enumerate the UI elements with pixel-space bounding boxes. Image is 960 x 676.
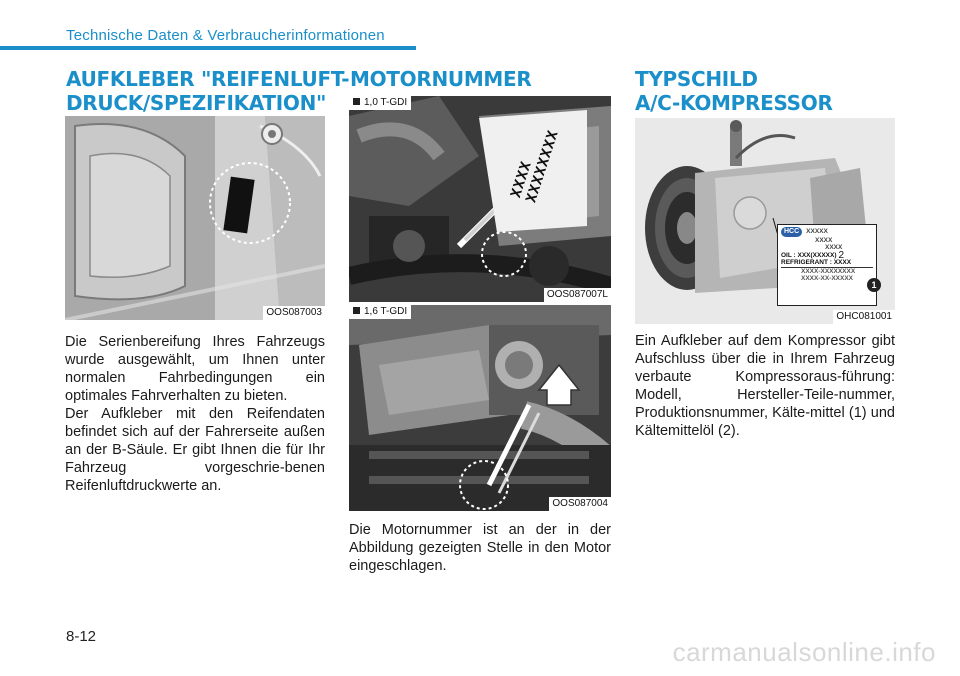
engine-1-6-photo	[349, 305, 611, 511]
engine-variant-label: 1,6 T-GDI	[364, 306, 408, 317]
watermark: carmanualsonline.info	[672, 637, 936, 667]
label-oil: OIL : XXX(XXXXX)	[781, 251, 837, 259]
engine-1-0-illustration	[349, 96, 611, 302]
label-code-1: XXXX-XXXXXXXX	[801, 267, 856, 275]
marker-2: 2	[838, 249, 845, 261]
engine-variant-tag	[349, 96, 411, 110]
page-number: 8-12	[66, 628, 97, 645]
engine-number-stamp: XXXX XXXXXXXX	[508, 127, 562, 205]
label-line-1: XXXXX	[806, 228, 828, 235]
label-line-3: XXXX	[825, 244, 843, 251]
engine-paragraph: Die Motornummer ist an der in der Abbildung gezeigten Stelle in den Motor eingeschlagen.	[349, 522, 611, 574]
engine-variant-label: 1,0 T-GDI	[364, 97, 408, 108]
label-refrigerant: REFRIGERANT : XXXX	[781, 259, 873, 268]
image-caption: OHC081001	[833, 310, 895, 324]
heading-line-2: A/C-KOMPRESSOR	[635, 91, 833, 115]
compressor-label	[777, 224, 877, 306]
b-pillar-photo	[65, 116, 325, 320]
label-line-2: XXXX	[815, 236, 833, 244]
compressor-paragraph: Ein Aufkleber auf dem Kompressor gibt Aufschluss über die in Ihrem Fahrzeug verbaute Kompressoraus-führung: Modell, Hersteller-Teile-nummer, Produktionsnummer, Kälte-mittel (1) und Kältemittelöl (2).	[635, 333, 895, 439]
heading-line-1: MOTORNUMMER	[350, 67, 532, 91]
tire-paragraph-1: Die Serienbereifung Ihres Fahrzeugs wurde ausgewählt, um Ihnen unter normalen Fahrbedingungen ein optimales Fahrverhalten zu bieten.	[65, 334, 325, 404]
label-code-2: XXXX-XX-XXXXX	[801, 275, 854, 282]
bullet-square-icon	[353, 307, 360, 314]
tire-pressure-label-heading	[66, 67, 349, 115]
image-caption: OOS087003	[263, 306, 325, 320]
header-rule	[0, 46, 416, 50]
engine-number-heading	[350, 67, 532, 91]
image-caption: OOS087007L	[544, 288, 611, 302]
hcc-logo: HCC	[781, 227, 802, 237]
b-pillar-illustration	[65, 116, 325, 320]
image-caption: OOS087004	[549, 497, 611, 511]
heading-line-1: AUFKLEBER "REIFENLUFT-	[66, 67, 350, 91]
engine-1-6-illustration	[349, 305, 611, 511]
tire-paragraph-2: Der Aufkleber mit den Reifendaten befindet sich auf der Fahrerseite außen an der B-Säule. Er gibt Ihnen die für Ihr Fahrzeug vorgeschrie-benen Reifenluftdruckwerte an.	[65, 406, 325, 494]
section-header-title: Technische Daten & Verbraucherinformationen	[66, 27, 385, 44]
marker-1-badge: 1	[867, 278, 881, 292]
heading-line-1: TYPSCHILD	[635, 67, 758, 91]
engine-1-0-photo	[349, 96, 611, 302]
bullet-square-icon	[353, 98, 360, 105]
ac-compressor-label-heading	[635, 67, 833, 115]
heading-line-2: DRUCK/SPEZIFIKATION"	[66, 91, 327, 115]
compressor-photo	[635, 118, 895, 324]
engine-variant-tag	[349, 305, 411, 319]
